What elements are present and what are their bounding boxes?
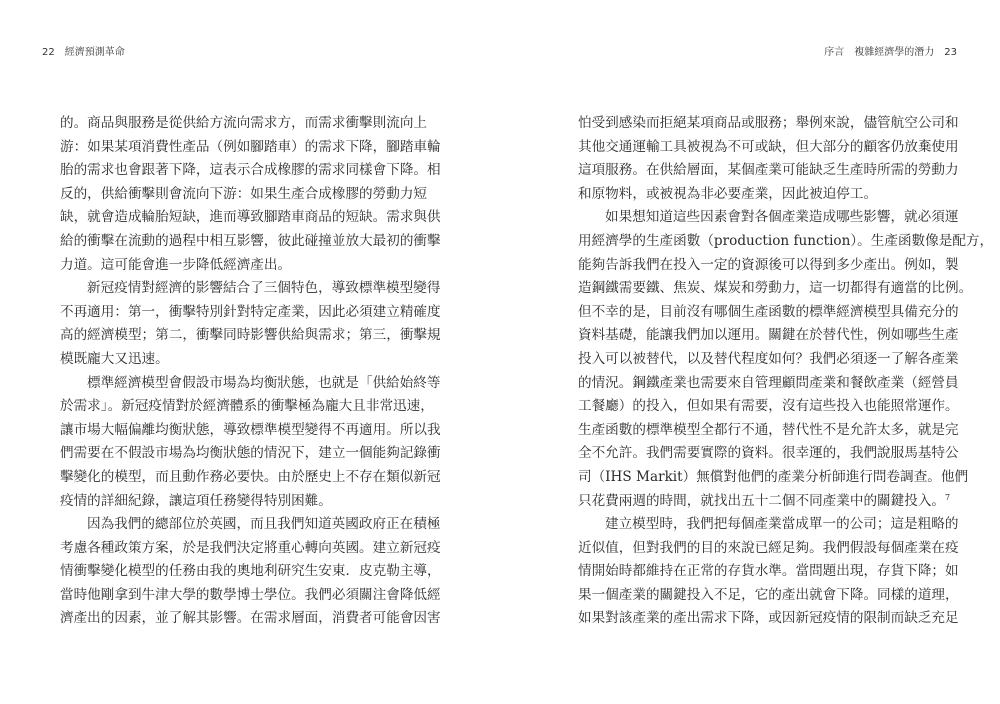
text-line-content: 的情況。鋼鐵產業也需要來自管理顧問產業和餐飲產業（經營員 [578, 374, 959, 391]
text-line [578, 136, 959, 160]
text-line [578, 395, 959, 419]
text-line-content: 力道。這可能會進一步降低經濟產出。 [60, 256, 292, 273]
text-line [578, 372, 959, 396]
text-line [60, 466, 441, 490]
text-line-content: 標準經濟模型會假設市場為均衡狀態，也就是「供給始終等 [87, 374, 441, 391]
text-line [60, 254, 422, 278]
text-line [578, 254, 959, 278]
text-line-content: 造鋼鐵需要鐵、焦炭、煤炭和勞動力，這一切都得有適當的比例。 [578, 280, 973, 297]
text-line-content: 用經濟學的生產函數（production function）。生產函數像是配方， [578, 232, 994, 249]
text-line-content: 考慮各種政策方案，於是我們決定將重心轉向英國。建立新冠疫 [60, 539, 441, 556]
text-line-content: 怕受到感染而拒絕某項商品或服務；舉例來說，儘管航空公司和 [578, 115, 959, 131]
text-line [578, 183, 940, 207]
text-line [60, 419, 441, 443]
text-line [578, 301, 959, 325]
text-line-content: 胎的需求也會跟著下降，這表示合成橡膠的需求同樣會下降。相 [60, 162, 441, 179]
text-line [60, 277, 441, 301]
text-line [578, 560, 959, 584]
text-line-content: 近似值，但對我們的目的來說已經足夠。我們假設每個產業在疫 [578, 539, 959, 556]
chapter-label: 序言 [824, 47, 845, 58]
text-line-content: 游：如果某項消費性產品（例如腳踏車）的需求下降，腳踏車輪 [60, 138, 441, 155]
text-line-content: 濟產出的因素，並了解其影響。在需求層面，消費者可能會因害 [60, 610, 441, 627]
text-line-content: 們需要在不假設市場為均衡狀態的情況下，建立一個能夠記錄衝 [60, 445, 441, 462]
left-page-number: 22 [42, 47, 55, 58]
text-line-content: 因為我們的總部位於英國，而且我們知道英國政府正在積極 [87, 516, 441, 533]
text-line-content: 資料基礎，能讓我們加以運用。關鍵在於替代性，例如哪些生產 [578, 327, 959, 344]
text-line [60, 230, 441, 254]
text-line [578, 277, 973, 301]
text-line-content: 如果想知道這些因素會對各個產業造成哪些影響，就必須運 [605, 209, 959, 226]
text-line-content: 情開始時都維持在正常的存貨水準。當問題出現，存貨下降；如 [578, 563, 959, 580]
text-line [60, 159, 441, 183]
text-line-content: 新冠疫情對經濟的影響結合了三個特色，導致標準模型變得 [87, 280, 441, 297]
text-line [60, 348, 422, 372]
text-line [60, 206, 441, 230]
text-line [578, 442, 959, 466]
text-line-content: 只花費兩週的時間，就找出五十二個不同產業中的關鍵投入。 [578, 492, 946, 509]
text-line-content: 擊變化的模型，而且動作務必要快。由於歷史上不存在類似新冠 [60, 468, 441, 485]
text-line-content: 高的經濟模型；第二，衝擊同時影響供給與需求；第三，衝擊規 [60, 327, 441, 344]
footnote-marker: 7 [945, 492, 951, 502]
text-line [60, 607, 441, 631]
text-line [60, 112, 428, 136]
text-line [578, 112, 959, 136]
text-line [60, 324, 441, 348]
text-line [578, 466, 969, 490]
text-line-content: 模既龐大又迅速。 [60, 350, 169, 367]
text-line [60, 183, 428, 207]
text-line [578, 159, 959, 183]
text-line-content: 如果對該產業的產出需求下降，或因新冠疫情的限制而缺乏充足 [578, 610, 959, 627]
chapter-title: 複雜經濟學的潛力 [854, 47, 935, 58]
text-line-content: 當時他剛拿到牛津大學的數學博士學位。我們必須關注會降低經 [60, 586, 441, 603]
text-line-content: 的。商品與服務是從供給方流向需求方，而需求衝擊則流向上 [60, 115, 428, 131]
text-line-content: 工餐廳）的投入，但如果有需要，沒有這些投入也能照常運作。 [578, 398, 959, 415]
text-line-content: 和原物料，或被視為非必要產業，因此被迫停工。 [578, 185, 878, 202]
text-line [60, 537, 441, 561]
right-page-body [578, 112, 994, 631]
left-page-header [42, 47, 125, 59]
text-line [578, 324, 959, 348]
text-line [60, 584, 441, 608]
text-line-content: 建立模型時，我們把每個產業當成單一的公司；這是粗略的 [605, 516, 959, 533]
text-line-content: 給的衝擊在流動的過程中相互影響，彼此碰撞並放大最初的衝擊 [60, 232, 441, 249]
text-line [578, 348, 959, 372]
right-page-number: 23 [944, 47, 957, 58]
text-line-content: 疫情的詳細紀錄，讓這項任務變得特別困難。 [60, 492, 332, 509]
text-line [60, 395, 434, 419]
right-page-header [824, 47, 957, 59]
text-line-content: 生產函數的標準模型全都行不通，替代性不是允許太多，就是完 [578, 421, 959, 438]
text-line [578, 537, 959, 561]
text-line [60, 560, 441, 584]
text-line [578, 584, 959, 608]
text-line-content: 其他交通運輸工具被視為不可或缺，但大部分的顧客仍放棄使用 [578, 138, 959, 155]
text-line-content: 於需求」。新冠疫情對於經濟體系的衝擊極為龐大且非常迅速， [60, 398, 434, 415]
text-line-content: 反的，供給衝擊則會流向下游：如果生產合成橡膠的勞動力短 [60, 185, 428, 202]
text-line-content: 不再適用：第一，衝擊特別針對特定產業，因此必須建立精確度 [60, 303, 441, 320]
text-line-content: 投入可以被替代，以及替代程度如何？我們必須逐一了解各產業 [578, 350, 959, 367]
text-line-content: 果一個產業的關鍵投入不足，它的產出就會下降。同樣的道理， [578, 586, 959, 603]
text-line [578, 230, 994, 254]
text-line [578, 513, 959, 537]
text-line-content: 讓市場大幅偏離均衡狀態，導致標準模型變得不再適用。所以我 [60, 421, 441, 438]
text-line-content: 缺，就會造成輪胎短缺，進而導致腳踏車商品的短缺。需求與供 [60, 209, 441, 226]
book-title: 經濟預測革命 [64, 47, 125, 58]
text-line-content: 司（IHS Markit）無償對他們的產業分析師進行問卷調查。他們 [578, 468, 969, 485]
text-line [60, 136, 441, 160]
text-line [60, 301, 441, 325]
text-line [578, 206, 959, 230]
left-page-body [60, 112, 441, 631]
text-line [60, 442, 441, 466]
text-line [60, 513, 441, 537]
text-line-content: 全不允許。我們需要實際的資料。很幸運的，我們說服馬基特公 [578, 445, 959, 462]
text-line [60, 490, 422, 514]
text-line [578, 419, 959, 443]
text-line-content: 但不幸的是，目前沒有哪個生產函數的標準經濟模型具備充分的 [578, 303, 959, 320]
text-line [60, 372, 441, 396]
text-line-content: 能夠告訴我們在投入一定的資源後可以得到多少產出。例如，製 [578, 256, 959, 273]
text-line-content: 這項服務。在供給層面，某個產業可能缺乏生產時所需的勞動力 [578, 162, 959, 179]
text-line [578, 490, 951, 514]
text-line-content: 情衝擊變化模型的任務由我的奧地利研究生安東．皮克勒主導， [60, 563, 441, 580]
text-line [578, 607, 959, 631]
